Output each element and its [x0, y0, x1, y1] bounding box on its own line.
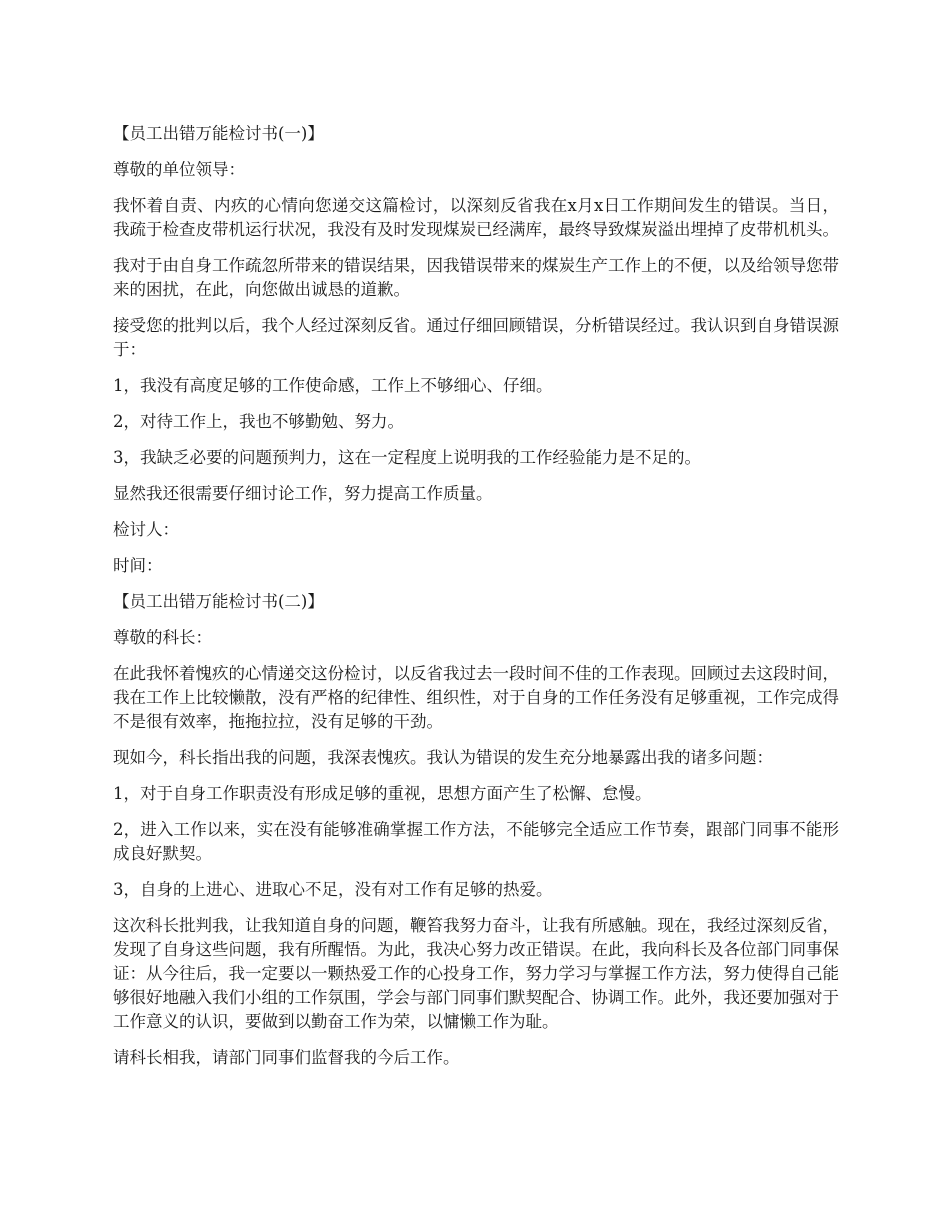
paragraph: 在此我怀着愧疚的心情递交这份检讨，以反省我过去一段时间不佳的工作表现。回顾过去这段时间，我在工作上比较懒散，没有严格的纪律性、组织性，对于自身的工作任务没有足够重视，工作完成得不是很有效率，拖拖拉拉，没有足够的干劲。 [113, 664, 839, 731]
section-title-1: 【员工出错万能检讨书(一)】 [113, 124, 324, 143]
list-item: 3，自身的上进心、进取心不足，没有对工作有足够的热爱。 [113, 880, 553, 899]
paragraph: 我怀着自责、内疚的心情向您递交这篇检讨，以深刻反省我在x月x日工作期间发生的错误。当日，我疏于检查皮带机运行状况，我没有及时发现煤炭已经满库，最终导致煤炭溢出埋掉了皮带机机头。 [113, 196, 839, 239]
salutation-1: 尊敬的单位领导： [113, 160, 245, 179]
document-body [113, 122, 839, 1082]
section-title-2: 【员工出错万能检讨书(二)】 [113, 592, 324, 611]
list-item: 1，我没有高度足够的工作使命感，工作上不够细心、仔细。 [113, 376, 553, 395]
paragraph: 接受您的批判以后，我个人经过深刻反省。通过仔细回顾错误，分析错误经过。我认识到自身错误源于： [113, 316, 839, 359]
paragraph: 这次科长批判我，让我知道自身的问题，鞭笞我努力奋斗，让我有所感触。现在，我经过深刻反省，发现了自身这些问题，我有所醒悟。为此，我决心努力改正错误。在此，我向科长及各位部门同事保证：从今往后，我一定要以一颗热爱工作的心投身工作，努力学习与掌握工作方法，努力使得自己能够很好地融入我们小组的工作氛围，学会与部门同事们默契配合、协调工作。此外，我还要加强对于工作意义的认识，要做到以勤奋工作为荣，以慵懒工作为耻。 [113, 916, 839, 1031]
list-item: 2，进入工作以来，实在没有能够准确掌握工作方法，不能够完全适应工作节奏，跟部门同事不能形成良好默契。 [113, 820, 839, 863]
salutation-2: 尊敬的科长： [113, 628, 212, 647]
signature-label: 检讨人： [113, 520, 179, 539]
list-item: 1，对于自身工作职责没有形成足够的重视，思想方面产生了松懈、怠慢。 [113, 784, 652, 803]
list-item: 2，对待工作上，我也不够勤勉、努力。 [113, 412, 404, 431]
list-item: 3，我缺乏必要的问题预判力，这在一定程度上说明我的工作经验能力是不足的。 [113, 448, 701, 467]
paragraph: 我对于由自身工作疏忽所带来的错误结果，因我错误带来的煤炭生产工作上的不便，以及给领导您带来的困扰，在此，向您做出诚恳的道歉。 [113, 256, 839, 299]
date-label: 时间： [113, 556, 163, 575]
paragraph: 显然我还很需要仔细讨论工作，努力提高工作质量。 [113, 484, 493, 503]
paragraph: 请科长相我，请部门同事们监督我的今后工作。 [113, 1048, 460, 1067]
paragraph: 现如今，科长指出我的问题，我深表愧疚。我认为错误的发生充分地暴露出我的诸多问题： [113, 748, 773, 767]
